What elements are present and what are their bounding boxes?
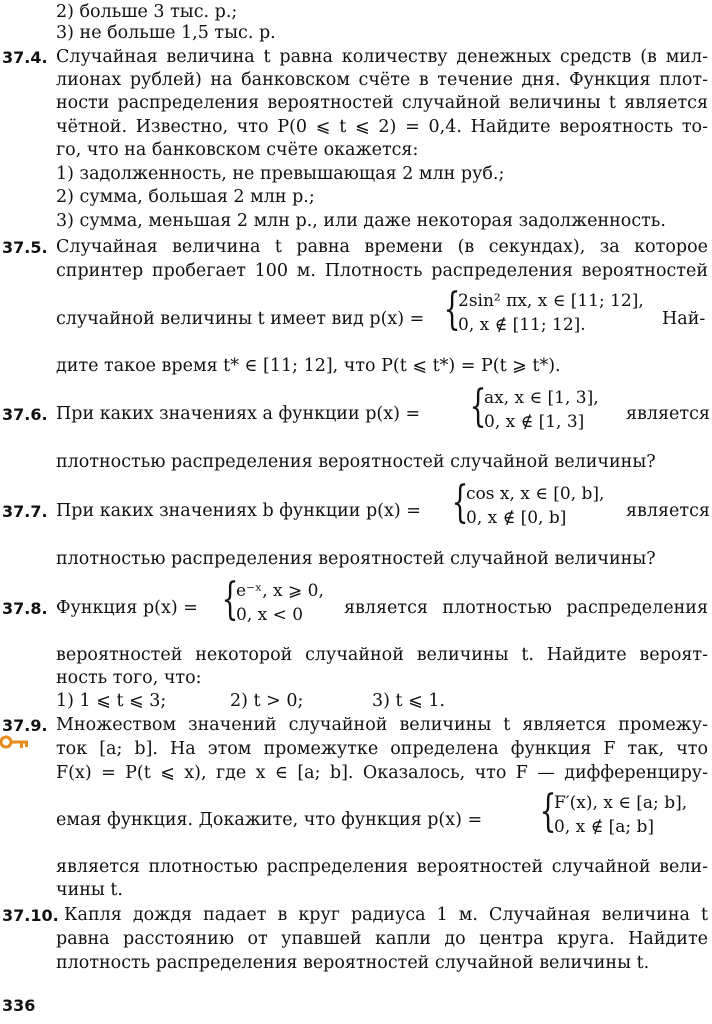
text-line: Случайная величина t равна количеству денежных средств (в мил- bbox=[56, 47, 708, 67]
text-line: Капля дождя падает в круг радиуса 1 м. Случайная величина t bbox=[64, 905, 708, 925]
text-line: случайной величины t имеет вид p(x) = bbox=[56, 309, 425, 329]
text-line: Случайная величина t равна времени (в секундах), за которое bbox=[56, 237, 708, 257]
case-line: 2sin² πx, x ∈ [11; 12], bbox=[458, 291, 644, 311]
text-line: 3) не больше 1,5 тыс. р. bbox=[56, 23, 276, 43]
piecewise-function bbox=[539, 786, 710, 840]
text-line: 1) задолженность, не превышающая 2 млн руб.; bbox=[56, 164, 505, 184]
brace: { bbox=[539, 786, 557, 837]
text-line: 2) сумма, большая 2 млн р.; bbox=[56, 187, 315, 207]
text-line: лионах рублей) на банковском счёте в течение дня. Функция плот- bbox=[56, 70, 708, 90]
key-icon bbox=[0, 735, 30, 749]
text-line: является плотностью распределения вероятностей случайной вели- bbox=[56, 857, 708, 877]
brace: { bbox=[469, 381, 487, 432]
case-line: 0, x ∉ [1, 3] bbox=[484, 412, 585, 432]
brace: { bbox=[221, 574, 239, 625]
text-line: емая функция. Докажите, что функция p(x) = bbox=[56, 810, 483, 830]
case-line: 0, x ∉ [a; b] bbox=[554, 817, 655, 837]
text-line: ток [a; b]. На этом промежутке определена функция F так, что bbox=[56, 739, 708, 759]
text-line: F(x) = P(t ⩽ x), где x ∈ [a; b]. Оказалось, что F — дифференциру- bbox=[56, 763, 708, 783]
problem-number: 37.8. bbox=[2, 599, 48, 618]
text-line: При каких значениях a функции p(x) = bbox=[56, 404, 421, 424]
text-line: ность того, что: bbox=[56, 668, 202, 688]
text-line: 2) больше 3 тыс. р.; bbox=[56, 2, 238, 22]
text-line: является плотностью распределения bbox=[344, 598, 708, 618]
text-line: является bbox=[626, 404, 710, 424]
text-line: плотностью распределения вероятностей случайной величины? bbox=[56, 549, 656, 569]
text-line: При каких значениях b функции p(x) = bbox=[56, 501, 421, 521]
text-line: ности распределения вероятностей случайной величины t является bbox=[56, 93, 708, 113]
case-line: cos x, x ∈ [0, b], bbox=[466, 484, 605, 504]
problem-number: 37.7. bbox=[2, 502, 48, 521]
case-line: 0, x ∉ [0, b] bbox=[466, 508, 567, 528]
text-line: равна расстоянию от упавшей капли до центра круга. Найдите bbox=[56, 929, 708, 949]
problem-number: 37.9. bbox=[2, 716, 48, 735]
text-line: спринтер пробегает 100 м. Плотность распределения вероятностей bbox=[56, 261, 708, 281]
piecewise-function bbox=[221, 574, 352, 628]
problem-number: 37.6. bbox=[2, 405, 48, 424]
case-line: 0, x < 0 bbox=[236, 605, 304, 625]
text-line: чины t. bbox=[56, 880, 123, 900]
text-line: плотностью распределения вероятностей случайной величины? bbox=[56, 452, 656, 472]
brace: { bbox=[443, 284, 461, 335]
text-line: Най- bbox=[662, 309, 706, 329]
text-line: чётной. Известно, что P(0 ⩽ t ⩽ 2) = 0,4. Найдите вероятность то- bbox=[56, 117, 708, 137]
answer-option: 1) 1 ⩽ t ⩽ 3; bbox=[56, 691, 167, 711]
text-line: плотность распределения вероятностей случайной величины t. bbox=[56, 953, 650, 973]
text-line: го, что на банковском счёте окажется: bbox=[56, 140, 419, 160]
text-line: 3) сумма, меньшая 2 млн р., или даже некоторая задолженность. bbox=[56, 211, 666, 231]
piecewise-function bbox=[451, 477, 622, 531]
answer-option: 2) t > 0; bbox=[230, 691, 304, 711]
piecewise-function bbox=[443, 284, 654, 338]
case-line: F′(x), x ∈ [a; b], bbox=[554, 793, 688, 813]
case-line: e⁻ˣ, x ⩾ 0, bbox=[236, 581, 324, 601]
page-number: 336 bbox=[2, 996, 36, 1015]
problem-number: 37.5. bbox=[2, 238, 48, 257]
text-line: Функция p(x) = bbox=[56, 598, 198, 618]
brace: { bbox=[451, 477, 469, 528]
text-line: дите такое время t* ∈ [11; 12], что P(t ⩽ t*) = P(t ⩾ t*). bbox=[56, 356, 561, 376]
case-line: ax, x ∈ [1, 3], bbox=[484, 388, 599, 408]
piecewise-function bbox=[469, 381, 620, 435]
problem-number: 37.10. bbox=[2, 906, 59, 925]
case-line: 0, x ∉ [11; 12]. bbox=[458, 315, 586, 335]
text-line: вероятностей некоторой случайной величины t. Найдите вероят- bbox=[56, 645, 708, 665]
text-line: Множеством значений случайной величины t является промежу- bbox=[56, 715, 708, 735]
text-line: является bbox=[626, 501, 710, 521]
problem-number: 37.4. bbox=[2, 48, 48, 67]
answer-option: 3) t ⩽ 1. bbox=[372, 691, 446, 711]
